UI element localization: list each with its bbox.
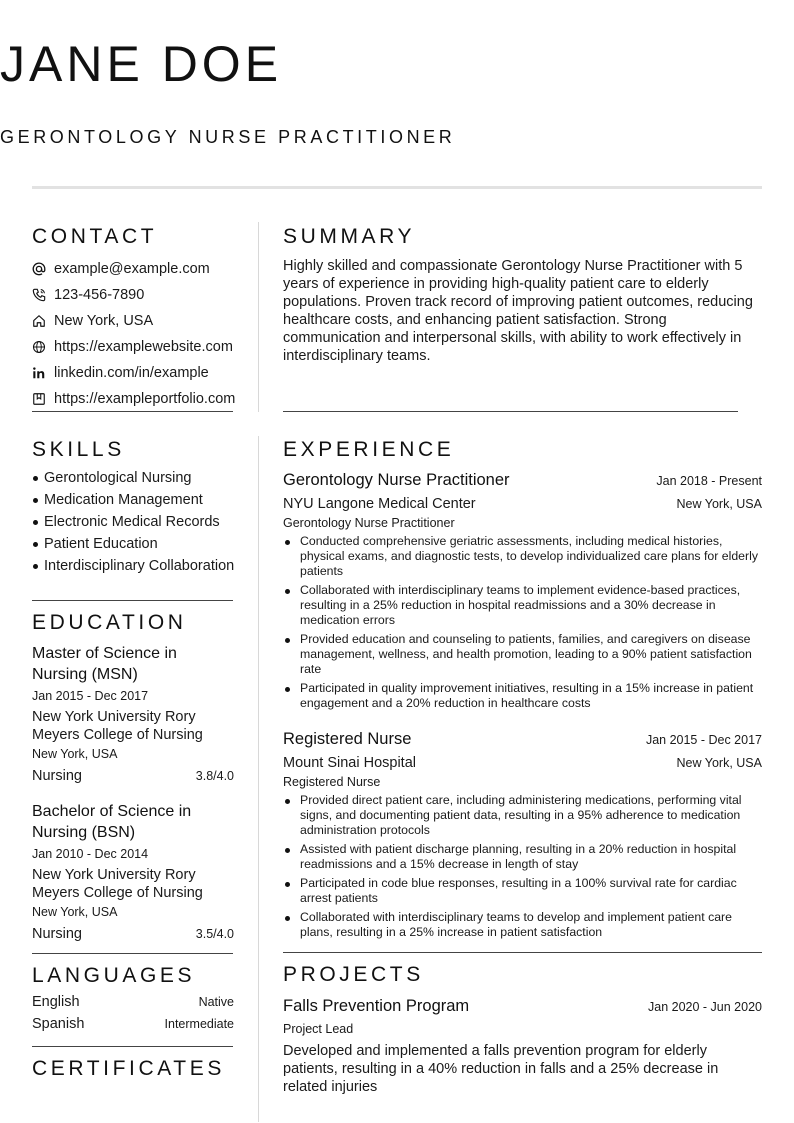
job-bullet: Provided education and counseling to patients, families, and caregivers on disease management, wellness, and health promotion, leading to a 90% patient satisfaction rate (283, 632, 762, 677)
portfolio-icon (32, 392, 46, 406)
contact-website-text: https://examplewebsite.com (54, 339, 233, 355)
edu-location: New York, USA (32, 747, 118, 761)
language-row (32, 994, 234, 1016)
skills-heading: SKILLS (32, 438, 125, 461)
language-name: English (32, 994, 80, 1010)
job-bullet: Assisted with patient discharge planning, resulting in a 20% reduction in hospital readmissions and a 15% decrease in length of stay (283, 842, 762, 872)
edu-field: Nursing (32, 926, 82, 942)
skills-list (32, 469, 242, 579)
edu-field-row (32, 925, 234, 943)
skill-item: Medication Management (32, 491, 242, 509)
edu-school: New York University Rory Meyers College of Nursing (32, 709, 203, 743)
at-icon (32, 262, 46, 276)
edu-school: New York University Rory Meyers College of Nursing (32, 867, 203, 901)
education-divider (32, 953, 233, 954)
contact-portfolio[interactable] (32, 386, 262, 412)
language-level: Native (198, 995, 234, 1009)
phone-icon (32, 288, 46, 302)
header-divider (32, 186, 762, 189)
job-dates: Jan 2018 - Present (656, 474, 762, 488)
edu-field: Nursing (32, 768, 82, 784)
edu-field-row (32, 767, 234, 785)
education-entry (32, 643, 234, 785)
skill-item: Interdisciplinary Collaboration (32, 557, 242, 575)
edu-degree: Master of Science in Nursing (MSN) (32, 645, 177, 683)
project-entry (283, 995, 762, 1096)
edu-gpa: 3.8/4.0 (195, 769, 234, 783)
project-header (283, 995, 762, 1018)
contact-divider (32, 411, 233, 412)
job-header (283, 469, 762, 492)
job-company: NYU Langone Medical Center (283, 496, 476, 512)
contact-location (32, 308, 262, 334)
project-dates: Jan 2020 - Jun 2020 (648, 1000, 762, 1014)
candidate-role: GERONTOLOGY NURSE PRACTITIONER (0, 127, 456, 147)
skill-item: Patient Education (32, 535, 242, 553)
summary-text: Highly skilled and compassionate Gerontology Nurse Practitioner with 5 years of experience in providing high-quality patient care to elderly populations. Proven track record of improving patient outcomes, reducing healthcare costs, and enhancing patient satisfaction. Strong communication and interpersonal skills, with ability to work effectively in interdisciplinary teams. (283, 258, 753, 364)
contact-list (32, 256, 262, 412)
job-title: Registered Nurse (283, 730, 412, 748)
home-icon (32, 314, 46, 328)
contact-website[interactable] (32, 334, 262, 360)
contact-email-text: example@example.com (54, 261, 210, 277)
edu-gpa: 3.5/4.0 (195, 927, 234, 941)
job-dates: Jan 2015 - Dec 2017 (645, 733, 762, 747)
project-role: Project Lead (283, 1022, 354, 1036)
contact-portfolio-text: https://exampleportfolio.com (54, 391, 236, 407)
edu-location: New York, USA (32, 905, 118, 919)
column-divider (258, 436, 259, 1122)
summary-heading: SUMMARY (283, 225, 416, 248)
contact-email[interactable] (32, 256, 262, 282)
job-location: New York, USA (676, 497, 762, 511)
job-company: Mount Sinai Hospital (283, 755, 416, 771)
skill-item: Electronic Medical Records (32, 513, 242, 531)
job-subheader (283, 494, 762, 514)
job-role: Gerontology Nurse Practitioner (283, 516, 455, 530)
job-bullets (283, 793, 762, 940)
job-bullet: Provided direct patient care, including administering medications, performing vital signs, and documenting patient data, resulting in a 95% adherence to medication administration protocols (283, 793, 762, 838)
job-entry (283, 728, 762, 944)
contact-phone[interactable] (32, 282, 262, 308)
contact-linkedin[interactable] (32, 360, 262, 386)
job-bullet: Conducted comprehensive geriatric assessments, including medical histories, physical exams, and diagnostic tests, to develop individualized care plans for elderly patients (283, 534, 762, 579)
summary-divider (283, 411, 738, 412)
job-entry (283, 469, 762, 715)
job-bullet: Collaborated with interdisciplinary teams to develop and implement patient care plans, resulting in a 25% increase in patient satisfaction (283, 910, 762, 940)
languages-divider (32, 1046, 233, 1047)
contact-heading: CONTACT (32, 225, 158, 248)
language-name: Spanish (32, 1016, 85, 1032)
edu-dates: Jan 2015 - Dec 2017 (32, 689, 149, 703)
job-bullets (283, 534, 762, 711)
experience-divider (283, 952, 762, 953)
job-bullet: Participated in code blue responses, resulting in a 100% survival rate for cardiac arrest patients (283, 876, 762, 906)
languages-heading: LANGUAGES (32, 964, 196, 987)
edu-dates: Jan 2010 - Dec 2014 (32, 847, 149, 861)
education-heading: EDUCATION (32, 611, 187, 634)
project-name: Falls Prevention Program (283, 997, 470, 1015)
job-role: Registered Nurse (283, 775, 381, 789)
job-title: Gerontology Nurse Practitioner (283, 471, 510, 489)
candidate-name: JANE DOE (0, 36, 283, 92)
experience-heading: EXPERIENCE (283, 438, 455, 461)
language-row (32, 1016, 234, 1038)
language-level: Intermediate (164, 1017, 234, 1031)
education-entry (32, 801, 234, 943)
globe-icon (32, 340, 46, 354)
skills-divider (32, 600, 233, 601)
job-subheader (283, 753, 762, 773)
linkedin-icon (32, 366, 46, 380)
edu-degree: Bachelor of Science in Nursing (BSN) (32, 803, 192, 841)
project-description: Developed and implemented a falls prevention program for elderly patients, resulting in a 40% reduction in falls and a 25% decrease in related injuries (283, 1043, 719, 1095)
job-bullet: Collaborated with interdisciplinary teams to implement evidence-based practices, resulting in a 25% reduction in hospital readmissions and a 30% decrease in medication errors (283, 583, 762, 628)
languages-list (32, 994, 234, 1038)
job-header (283, 728, 762, 751)
certificates-heading: CERTIFICATES (32, 1057, 225, 1080)
job-location: New York, USA (676, 756, 762, 770)
contact-phone-text: 123-456-7890 (54, 287, 145, 303)
contact-location-text: New York, USA (54, 313, 154, 329)
skill-item: Gerontological Nursing (32, 469, 242, 487)
job-bullet: Participated in quality improvement initiatives, resulting in a 15% increase in patient engagement and a 20% reduction in healthcare costs (283, 681, 762, 711)
projects-heading: PROJECTS (283, 963, 424, 986)
contact-linkedin-text: linkedin.com/in/example (54, 365, 209, 381)
